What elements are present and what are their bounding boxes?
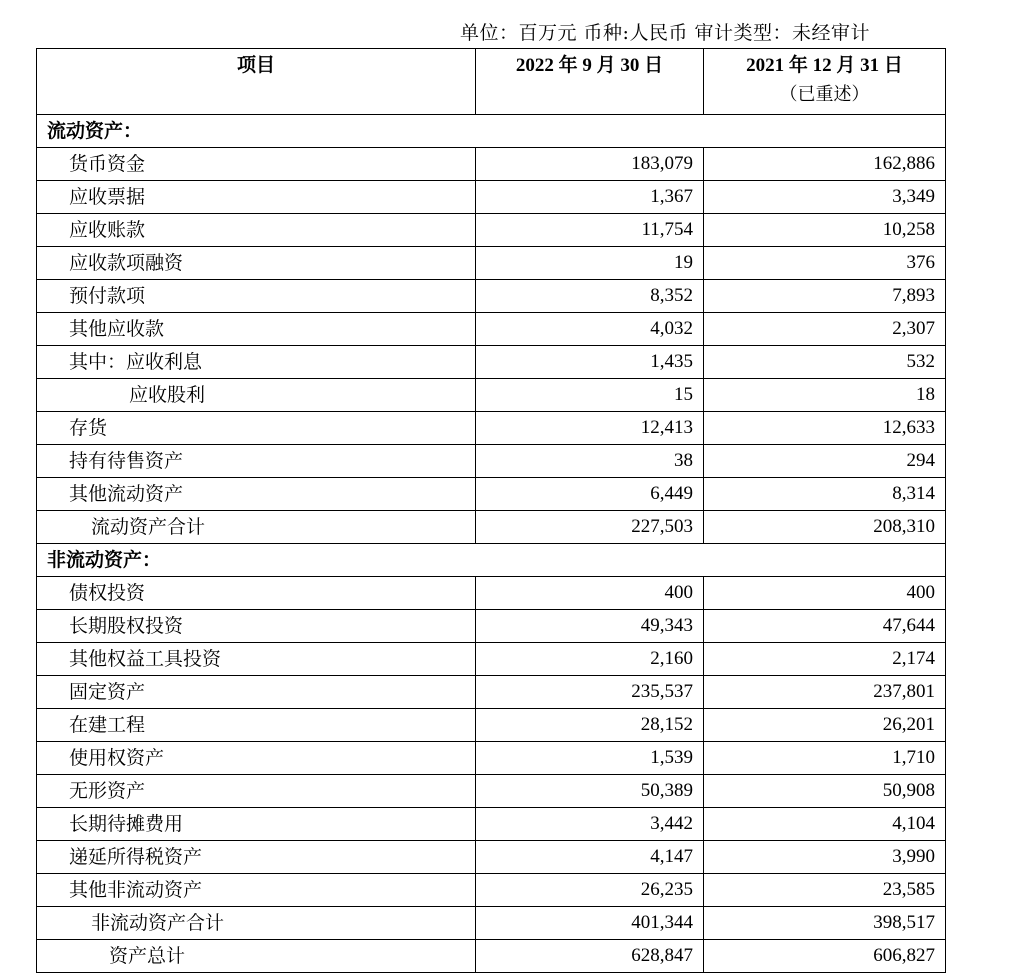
value-2022: 1,539 — [476, 742, 704, 775]
row-label: 非流动资产合计 — [37, 907, 476, 940]
row-label: 长期待摊费用 — [37, 808, 476, 841]
section-row-current-assets — [37, 115, 946, 148]
row-label: 固定资产 — [37, 676, 476, 709]
row-label: 其他权益工具投资 — [37, 643, 476, 676]
value-2022: 38 — [476, 445, 704, 478]
value-2021: 398,517 — [704, 907, 946, 940]
value-2021: 162,886 — [704, 148, 946, 181]
value-2021: 376 — [704, 247, 946, 280]
row-label: 长期股权投资 — [37, 610, 476, 643]
table-header-row — [37, 49, 946, 115]
value-2022: 8,352 — [476, 280, 704, 313]
total-row-assets — [37, 940, 946, 973]
value-2022: 183,079 — [476, 148, 704, 181]
value-2021: 400 — [704, 577, 946, 610]
table-row — [37, 346, 946, 379]
value-2022: 50,389 — [476, 775, 704, 808]
table-row — [37, 709, 946, 742]
value-2021: 10,258 — [704, 214, 946, 247]
table-row — [37, 214, 946, 247]
value-2022: 401,344 — [476, 907, 704, 940]
value-2021: 7,893 — [704, 280, 946, 313]
row-label: 在建工程 — [37, 709, 476, 742]
table-row — [37, 874, 946, 907]
row-label: 资产总计 — [37, 940, 476, 973]
table-row — [37, 280, 946, 313]
value-2021: 47,644 — [704, 610, 946, 643]
row-label: 流动资产合计 — [37, 511, 476, 544]
row-label: 存货 — [37, 412, 476, 445]
table-row — [37, 478, 946, 511]
table-row — [37, 412, 946, 445]
section-title: 非流动资产： — [37, 544, 946, 577]
value-2021: 23,585 — [704, 874, 946, 907]
header-2021-12-31: 2021 年 12 月 31 日 （已重述） — [704, 49, 946, 115]
row-label: 应收款项融资 — [37, 247, 476, 280]
table-row — [37, 775, 946, 808]
row-label: 其中：应收利息 — [37, 346, 476, 379]
table-row — [37, 379, 946, 412]
value-2021: 50,908 — [704, 775, 946, 808]
restated-note: （已重述） — [779, 84, 870, 104]
row-label: 其他流动资产 — [37, 478, 476, 511]
value-2021: 606,827 — [704, 940, 946, 973]
value-2021: 532 — [704, 346, 946, 379]
row-label: 无形资产 — [37, 775, 476, 808]
unit-currency-audit-line: 单位：百万元 币种:人民币 审计类型：未经审计 — [460, 22, 870, 44]
balance-sheet-table — [36, 48, 946, 973]
row-label: 递延所得税资产 — [37, 841, 476, 874]
header-2022-09-30: 2022 年 9 月 30 日 — [476, 49, 704, 115]
table-row — [37, 742, 946, 775]
value-2021: 208,310 — [704, 511, 946, 544]
value-2022: 4,032 — [476, 313, 704, 346]
value-2021: 3,990 — [704, 841, 946, 874]
table-row — [37, 676, 946, 709]
row-label: 预付款项 — [37, 280, 476, 313]
value-2022: 26,235 — [476, 874, 704, 907]
value-2021: 3,349 — [704, 181, 946, 214]
section-row-noncurrent-assets — [37, 544, 946, 577]
row-label: 债权投资 — [37, 577, 476, 610]
row-label: 持有待售资产 — [37, 445, 476, 478]
value-2021: 294 — [704, 445, 946, 478]
value-2022: 28,152 — [476, 709, 704, 742]
value-2022: 3,442 — [476, 808, 704, 841]
table-row — [37, 643, 946, 676]
value-2022: 235,537 — [476, 676, 704, 709]
row-label: 其他应收款 — [37, 313, 476, 346]
table-row — [37, 181, 946, 214]
subtotal-row-current-assets — [37, 511, 946, 544]
value-2022: 1,367 — [476, 181, 704, 214]
subtotal-row-noncurrent-assets — [37, 907, 946, 940]
value-2021: 4,104 — [704, 808, 946, 841]
row-label: 应收账款 — [37, 214, 476, 247]
value-2022: 6,449 — [476, 478, 704, 511]
row-label: 货币资金 — [37, 148, 476, 181]
value-2022: 12,413 — [476, 412, 704, 445]
value-2022: 2,160 — [476, 643, 704, 676]
value-2021: 12,633 — [704, 412, 946, 445]
table-row — [37, 313, 946, 346]
value-2021: 8,314 — [704, 478, 946, 511]
table-row — [37, 841, 946, 874]
value-2021: 2,307 — [704, 313, 946, 346]
value-2021: 1,710 — [704, 742, 946, 775]
value-2021: 26,201 — [704, 709, 946, 742]
value-2022: 1,435 — [476, 346, 704, 379]
value-2022: 15 — [476, 379, 704, 412]
section-title: 流动资产： — [37, 115, 946, 148]
header-item: 项目 — [37, 49, 476, 115]
value-2021: 18 — [704, 379, 946, 412]
table-row — [37, 610, 946, 643]
value-2022: 400 — [476, 577, 704, 610]
row-label: 使用权资产 — [37, 742, 476, 775]
table-row — [37, 148, 946, 181]
value-2021: 2,174 — [704, 643, 946, 676]
value-2021: 237,801 — [704, 676, 946, 709]
value-2022: 227,503 — [476, 511, 704, 544]
value-2022: 11,754 — [476, 214, 704, 247]
value-2022: 49,343 — [476, 610, 704, 643]
table-row — [37, 445, 946, 478]
row-label: 其他非流动资产 — [37, 874, 476, 907]
value-2022: 628,847 — [476, 940, 704, 973]
table-row — [37, 247, 946, 280]
row-label: 应收票据 — [37, 181, 476, 214]
value-2022: 19 — [476, 247, 704, 280]
row-label: 应收股利 — [37, 379, 476, 412]
table-row — [37, 577, 946, 610]
table-row — [37, 808, 946, 841]
value-2022: 4,147 — [476, 841, 704, 874]
